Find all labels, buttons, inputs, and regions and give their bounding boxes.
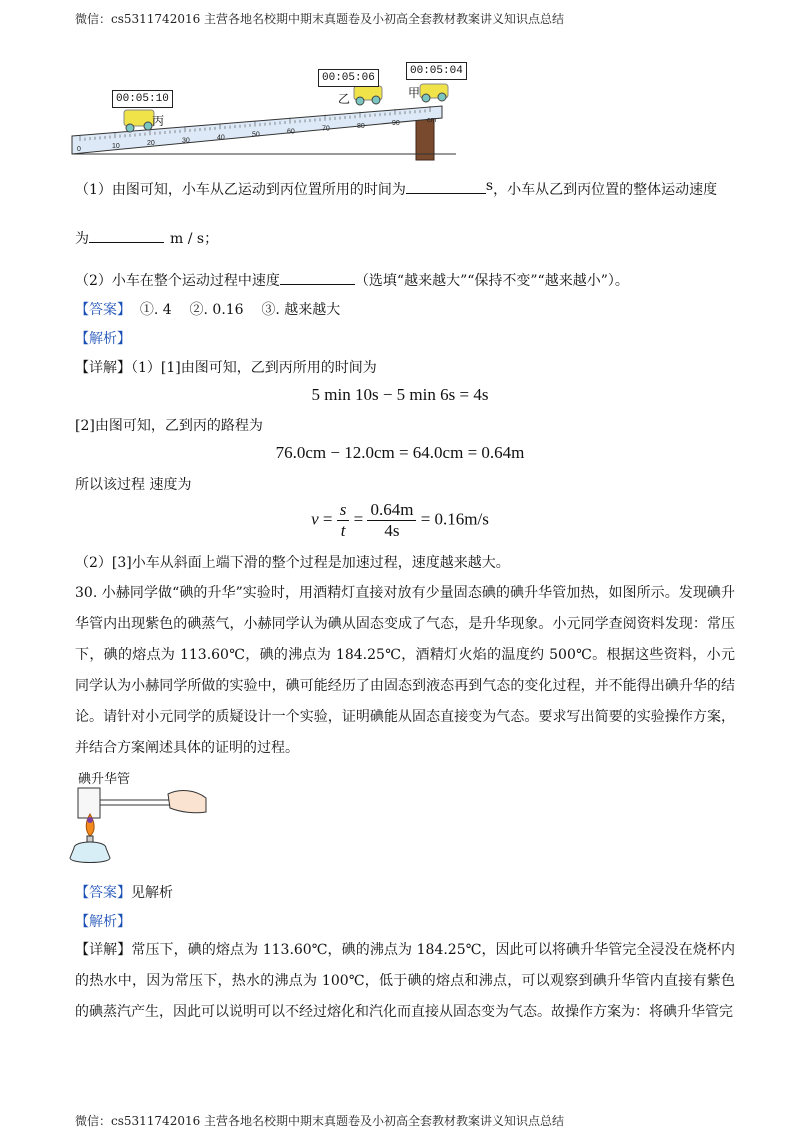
q29-part1-line2: 为 m / s； — [75, 228, 735, 250]
incline-figure — [70, 58, 460, 163]
timer-bing: 00:05:10 — [112, 90, 173, 108]
equation-distance: 76.0cm − 12.0cm = 64.0cm = 0.64m — [275, 443, 525, 462]
page-header: 微信：cs5311742016 主营各地名校期中期末真题卷及小初高全套教材教案讲义知识点总结 — [75, 12, 565, 26]
label-yi: 乙 — [338, 92, 351, 106]
ruler-tick-label: cm — [427, 117, 437, 124]
timer-yi: 00:05:06 — [318, 69, 379, 87]
q30-answer: 【答案】见解析 — [75, 885, 173, 901]
sublimation-tube — [78, 788, 100, 818]
ruler-tick-label: 30 — [182, 137, 190, 145]
sublimation-tube-label: 碘升华管 — [78, 772, 131, 787]
q30-detail: 【详解】常压下，碘的熔点为 113.60℃，碘的沸点为 184.25℃，因此可以将碘升华管完全浸没在烧杯内的热水中，因为常压下，热水的沸点为 100℃，低于碘的熔点和沸点，可以观察到碘升华管内直接有紫色的碘蒸汽产生，因此可以说明可以不经过熔化和汽化而直接从固态变为气态。故操作方案为：将碘升华管完 — [75, 942, 736, 1020]
ruler-tick-label: 90 — [392, 119, 400, 127]
ruler-tick-label: 10 — [112, 143, 120, 151]
q29-analysis-tag: 【解析】 — [75, 331, 131, 347]
ruler-tick-label: 50 — [252, 131, 260, 139]
ruler-tick-label: 20 — [147, 140, 155, 148]
hand-icon — [168, 791, 206, 813]
page-footer: 微信：cs5311742016 主营各地名校期中期末真题卷及小初高全套教材教案讲义知识点总结 — [75, 1114, 565, 1128]
q29-detail-1: 【详解】（1）[1]由图可知，乙到丙所用的时间为 — [75, 360, 377, 376]
label-bing: 丙 — [152, 114, 165, 128]
ruler-tick-label: 0 — [77, 146, 81, 153]
q29-detail-2: [2]由图可知，乙到丙的路程为 — [75, 418, 263, 434]
alcohol-lamp — [70, 842, 110, 863]
q29-part2: （2）小车在整个运动过程中速度 （选填“越来越大”“保持不变”“越来越小”）。 — [75, 270, 735, 292]
cart-bing — [124, 110, 154, 132]
cart-yi — [354, 86, 382, 105]
equation-speed: v = $\frac{s}{t}$ = $\frac{0.64m}{4s}$ = 0.16m/s — [311, 500, 489, 540]
q29-detail-3: 所以该过程 速度为 — [75, 477, 192, 493]
timer-jia: 00:05:04 — [406, 62, 467, 80]
q29-detail-4: （2）[3]小车从斜面上端下滑的整个过程是加速过程，速度越来越大。 — [75, 555, 510, 571]
q29-part1-line1: （1）由图可知，小车从乙运动到丙位置所用的时间为 s，小车从乙到丙位置的整体运动速度 — [75, 178, 718, 198]
label-jia: 甲 — [408, 86, 421, 100]
ruler-tick-label: 80 — [357, 122, 365, 130]
sublimation-figure — [68, 786, 218, 866]
ruler-tick-label: 40 — [217, 134, 225, 142]
q29-answer: 【答案】 ①. 4 ②. 0.16 ③. 越来越大 — [75, 302, 341, 318]
q30-stem: 30. 小赫同学做“碘的升华”实验时，用酒精灯直接对放有少量固态碘的碘升华管加热，如图所示。发现碘升华管内出现紫色的碘蒸气，小赫同学认为碘从固态变成了气态，是升华现象。小元同学查阅资料发现：常压下，碘的熔点为 113.60℃，碘的沸点为 184.25℃，酒精灯火焰的温度约 500℃。根据这些资料，小元同学认为小赫同学所做的实验中，碘可能经历了由固态到液态再到气态的变化过程，并不能得出碘升华的结论。请针对小元同学的质疑设计一个实验，证明碘能从固态直接变为气态。要求写出简要的实验操作方案，并结合方案阐述具体的证明的过程。 — [75, 585, 735, 756]
ruler-tick-label: 60 — [287, 128, 295, 136]
q30-analysis-tag: 【解析】 — [75, 914, 131, 930]
equation-time: 5 min 10s − 5 min 6s = 4s — [311, 385, 489, 404]
ruler-tick-label: 70 — [322, 125, 330, 133]
cart-jia — [420, 84, 448, 102]
